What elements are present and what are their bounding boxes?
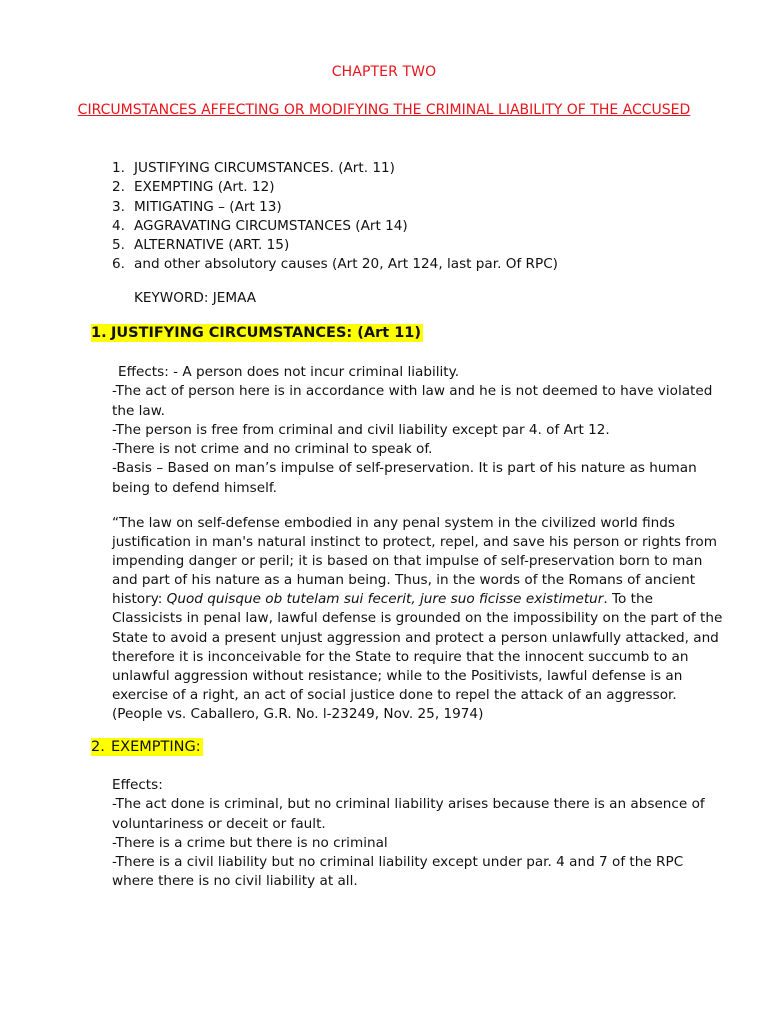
effects-line: -There is not crime and no criminal to speak of. — [112, 441, 433, 458]
list-item: 3. MITIGATING – (Art 13) — [112, 198, 282, 215]
chapter-subtitle: CIRCUMSTANCES AFFECTING OR MODIFYING THE CRIMINAL LIABILITY OF THE ACCUSED — [77, 102, 691, 118]
effects-line: -Basis – Based on man’s impulse of self-preservation. It is part of his nature as human being to defend himself. — [112, 460, 697, 496]
effects-line: -The act done is criminal, but no criminal liability arises because there is an absence of voluntariness or deceit or fault. — [112, 796, 705, 832]
self-defense-quote: “The law on self-defense embodied in any penal system in the civilized world finds justification in man's natural instinct to protect, repel, and save his person or rights from impending danger or peril; it is based on that impulse of self-preservation born to man and part of his nature as a human being. Thus, in the words of the Romans of ancient history: Quod quisque ob tutelam sui fecerit, jure suo ficisse existimetur. To the Classicists in penal law, lawful defense is grounded on the impossibility on the part of the State to avoid a present unjust aggression and protect a person unlawfully attacked, and therefore it is inconceivable for the State to require that the innocent succumb to an unlawful aggression without resistance; while to the Positivists, lawful defense is an exercise of a right, an act of social justice done to repel the attack of an aggressor.(People vs. Caballero, G.R. No. l-23249, Nov. 25, 1974) — [112, 515, 723, 722]
circumstances-list — [112, 159, 558, 275]
effects-line: -There is a civil liability but no criminal liability except under par. 4 and 7 of the RPC where there is no civil liability at all. — [112, 854, 684, 890]
chapter-title: CHAPTER TWO — [331, 64, 437, 80]
effects-line: -The act of person here is in accordance with law and he is not deemed to have violated the law. — [112, 383, 713, 419]
list-item: 1. JUSTIFYING CIRCUMSTANCES. (Art. 11) — [112, 160, 395, 176]
section-heading-justifying — [91, 325, 423, 341]
effects-line: -The person is free from criminal and civil liability except par 4. of Art 12. — [112, 421, 610, 438]
list-item: 6. and other absolutory causes (Art 20, Art 124, last par. Of RPC) — [112, 256, 558, 273]
keyword-line: KEYWORD: JEMAA — [134, 290, 257, 306]
latin-maxim: Quod quisque ob tutelam sui fecerit, jure suo ficisse existimetur — [166, 591, 604, 608]
effects-line: Effects: — [112, 777, 163, 793]
highlight: 1. JUSTIFYING CIRCUMSTANCES: (Art 11) — [91, 325, 422, 341]
list-item: 4. AGGRAVATING CIRCUMSTANCES (Art 14) — [112, 217, 408, 234]
list-item: 2. EXEMPTING (Art. 12) — [112, 179, 275, 196]
effects-line: Effects: - A person does not incur criminal liability. — [118, 364, 460, 380]
list-item: 5. ALTERNATIVE (ART. 15) — [112, 237, 290, 254]
exempting-effects — [112, 776, 724, 892]
justifying-effects — [112, 363, 724, 498]
effects-line: -There is a crime but there is no criminal — [112, 834, 388, 851]
section-heading-exempting — [91, 739, 203, 755]
highlight: 2. EXEMPTING: — [91, 739, 201, 755]
